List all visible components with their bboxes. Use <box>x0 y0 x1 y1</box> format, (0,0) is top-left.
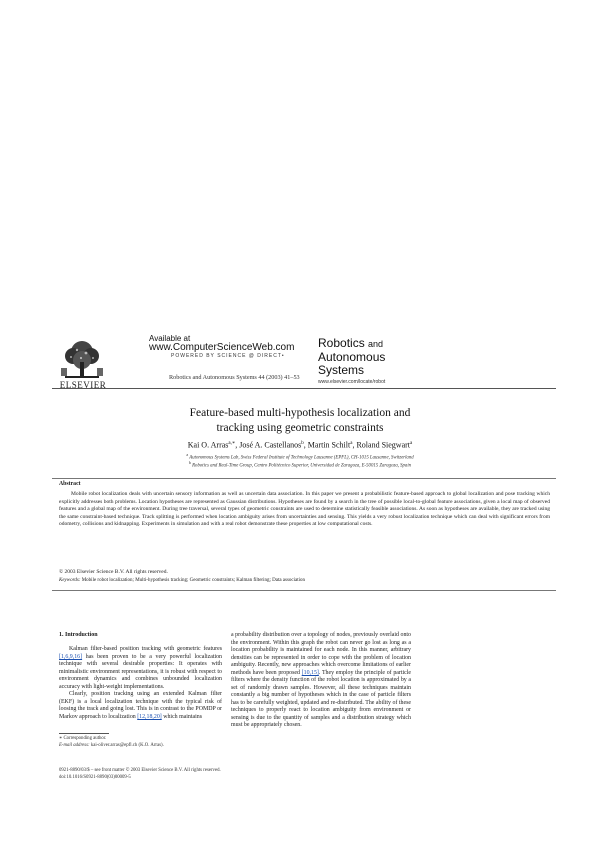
journal-logo <box>318 337 385 377</box>
affiliation-mark: b <box>188 460 191 465</box>
journal-logo-and: and <box>368 339 384 349</box>
footnote-rule <box>59 733 109 734</box>
author-affil-mark: b <box>301 441 304 446</box>
paper-title <box>60 406 540 435</box>
text-run: . They employ the principle of particle filters where the density function of the robot location is approximated by a set of randomly drawn samples. However, all these techniques maintain constantly a big number of hypotheses which in the case of particle filters has to be carefully weighted, updated and re-distributed. The ability of these techniques to properly react to location ambiguity from environment or sensing is due to the quantity of samples and a distribution strategy which must be appropriately chosen. <box>231 669 411 728</box>
journal-logo-line2: Autonomous <box>318 350 386 364</box>
citation-link[interactable]: [10,15] <box>301 669 319 676</box>
header-rule <box>52 388 556 389</box>
author-name: Roland Siegwart <box>356 440 411 450</box>
citation-link[interactable]: [1,6,9,16] <box>59 653 83 660</box>
journal-logo-line3: Systems <box>318 363 365 377</box>
keywords <box>59 578 305 583</box>
corresponding-author-note: ∗ Corresponding author. <box>59 736 107 741</box>
keywords-label: Keywords: <box>59 578 81 583</box>
affiliation-mark: a <box>186 452 189 457</box>
email-note <box>59 743 164 748</box>
title-line-1: Feature-based multi-hypothesis localization and <box>189 407 411 419</box>
column-right <box>231 632 411 730</box>
column-left <box>59 646 222 721</box>
powered-by-label: POWERED BY SCIENCE @ DIRECT• <box>171 353 285 359</box>
journal-logo-line1: Robotics <box>318 336 365 350</box>
affiliation-b <box>60 460 540 469</box>
author-affil-mark: a <box>410 441 413 446</box>
author-affil-mark: a <box>350 441 353 446</box>
abstract-copyright: © 2003 Elsevier Science B.V. All rights reserved. <box>59 569 168 575</box>
journal-reference: Robotics and Autonomous Systems 44 (2003) 41–53 <box>169 374 300 381</box>
paragraph <box>59 691 222 721</box>
paragraph <box>59 646 222 691</box>
availability-block <box>149 334 294 361</box>
email-address[interactable]: kai-oliver.arras@epfl.ch (K.O. Arras). <box>90 743 164 748</box>
abstract-heading: Abstract <box>59 481 81 487</box>
abstract-body: Mobile robot localization deals with uncertain sensory information as well as uncertain data association. In this paper we present a probabilistic feature-based approach to global localization and pose tracking which explicitly addresses both problems. Location hypotheses are represented as Gaussian distributions. Hypotheses are found by a search in the tree of possible local-to-global feature associations, given a local map of observed features and a global map of the environment. During tree traversal, several types of geometric constraints are used to determine statistically feasible associations. As soon as hypotheses are available, they are tracked using the same constraint-based technique. Track splitting is performed when location ambiguity arises from uncertainties and sensing. This yields a very robust localization technique which can deal with significant errors from odometry, collisions and kidnapping. Experiments in simulation and with a real robot demonstrate these properties at low computational costs. <box>59 491 550 527</box>
citation-link[interactable]: [12,18,20] <box>137 713 162 720</box>
abstract-top-rule <box>52 478 556 479</box>
publisher-name: ELSEVIER <box>59 380 107 390</box>
keywords-text: Mobile robot localization; Multi-hypothesis tracking; Geometric constraints; Kalman filtering; Data association <box>81 578 306 583</box>
abstract-bottom-rule <box>52 590 556 591</box>
paragraph <box>231 632 411 730</box>
journal-url[interactable]: www.elsevier.com/locate/robot <box>318 379 386 385</box>
author-name: Kai O. Arras <box>187 440 229 450</box>
author-name: Martin Schilt <box>307 440 351 450</box>
email-label: E-mail address: <box>59 743 90 748</box>
section-heading-introduction: 1. Introduction <box>59 632 98 638</box>
affiliation-text: Autonomous Systems Lab, Swiss Federal Institute of Technology Lausanne (EPFL), CH-1015 Lausanne, Switzerland <box>189 455 414 461</box>
doi-line[interactable]: doi:10.1016/S0921-8890(03)00009-5 <box>59 775 131 780</box>
text-run: Kalman filter-based position tracking with geometric features <box>69 646 222 652</box>
computersciencweb-link[interactable]: www.ComputerScienceWeb.com <box>149 342 295 353</box>
affiliation-text: Robotics and Real-Time Group, Centro Politécnico Superior, Universidad de Zaragoza, E-50015 Zaragoza, Spain <box>192 463 412 469</box>
text-run: has been proven to be a very powerful localization technique with several desirable properties: It operates with minimalistic environment representations, it is robust with respect to environment dynamics and combines unbounded localization accuracy with light-weight implementations. <box>59 653 222 690</box>
title-line-2: tracking using geometric constraints <box>216 421 384 434</box>
author-list: Kai O. Arras$^{a,∗}$, José A. Castellanos$^b$, Martin Schilt$^a$, Roland Siegwart$^a$ <box>187 440 413 450</box>
text-run: which maintains <box>163 713 203 720</box>
available-at-label: Available at <box>149 334 191 343</box>
issn-line: 0921-8890/03/$ – see front matter © 2003 Elsevier Science B.V. All rights reserved. <box>59 768 221 773</box>
text-run: Clearly, position tracking using an extended Kalman filter (EKF) is a local localization technique with the typical risk of loosing the track and going lost. This is in contrast to the POMDP or Markov approach to localization <box>59 691 222 720</box>
author-affil-mark: a,∗ <box>228 441 236 446</box>
author-name: José A. Castellanos <box>239 440 302 450</box>
text-run: a probability distribution over a topology of nodes, previously overlaid onto the environment. Within this graph the robot can never go lost as long as a location probability is maintained for each node. In this manner, arbitrary densities can be represented in order to cope with the problem of location ambiguity. Recently, new approaches which overcome limitations of earlier methods have been proposed <box>231 632 411 676</box>
